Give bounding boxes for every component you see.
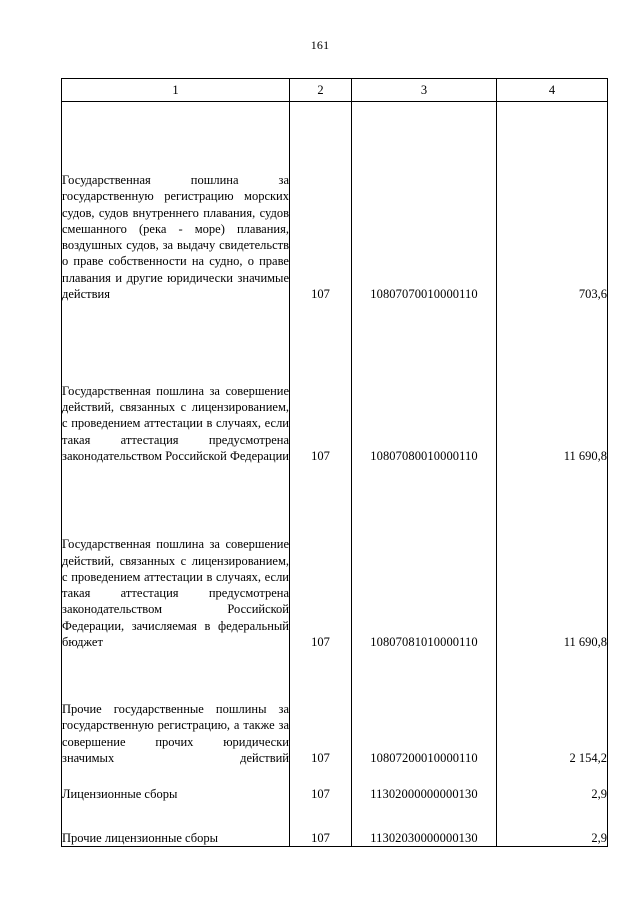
column-header-3: 3 [352, 79, 497, 102]
spacer-cell-1 [62, 802, 290, 816]
row-spacer [62, 302, 608, 316]
row-admin-code: 107 [290, 478, 352, 650]
spacer-cell-4 [497, 802, 608, 816]
row-description: Государственная пошлина за совершение действий, связанных с лицензированием, с проведением аттестации в случаях, если такая аттестация предусмотрена законодательством Российской Федерации [62, 316, 290, 464]
row-kbk-code: 10807200010000110 [352, 664, 497, 766]
budget-revenue-table [61, 78, 607, 847]
row-amount: 11 690,8 [497, 316, 608, 464]
table-row [62, 816, 608, 847]
row-description: Лицензионные сборы [62, 780, 290, 802]
table-row [62, 478, 608, 650]
spacer-cell-2 [290, 464, 352, 478]
row-description: Прочие государственные пошлины за государственную регистрацию, а также за совершение прочих юридически значимых действий [62, 664, 290, 766]
table-row [62, 102, 608, 303]
column-header-1: 1 [62, 79, 290, 102]
spacer-cell-1 [62, 766, 290, 780]
row-kbk-code: 10807070010000110 [352, 102, 497, 303]
row-spacer [62, 650, 608, 664]
spacer-cell-4 [497, 464, 608, 478]
spacer-cell-1 [62, 464, 290, 478]
row-admin-code: 107 [290, 316, 352, 464]
row-description: Государственная пошлина за государственную регистрацию морских судов, судов внутреннего плавания, судов смешанного (река - море) плавания, воздушных судов, за выдачу свидетельств о праве собственности на судно, о праве плавания и другие юридически значимые действия [62, 102, 290, 303]
spacer-cell-1 [62, 302, 290, 316]
column-header-4: 4 [497, 79, 608, 102]
row-amount: 2,9 [497, 780, 608, 802]
column-header-2: 2 [290, 79, 352, 102]
spacer-cell-3 [352, 302, 497, 316]
row-admin-code: 107 [290, 102, 352, 303]
row-amount: 11 690,8 [497, 478, 608, 650]
row-admin-code: 107 [290, 664, 352, 766]
row-amount: 2,9 [497, 816, 608, 847]
row-admin-code: 107 [290, 816, 352, 847]
page-number: 161 [310, 38, 330, 52]
spacer-cell-3 [352, 802, 497, 816]
row-kbk-code: 10807080010000110 [352, 316, 497, 464]
row-description: Государственная пошлина за совершение действий, связанных с лицензированием, с проведением аттестации в случаях, если такая аттестация предусмотрена законодательством Российской Федерации, зачисляемая в федеральный бюджет [62, 478, 290, 650]
spacer-cell-3 [352, 464, 497, 478]
spacer-cell-2 [290, 650, 352, 664]
row-kbk-code: 11302030000000130 [352, 816, 497, 847]
spacer-cell-3 [352, 650, 497, 664]
row-amount: 703,6 [497, 102, 608, 303]
row-amount: 2 154,2 [497, 664, 608, 766]
row-spacer [62, 464, 608, 478]
spacer-cell-2 [290, 766, 352, 780]
table-row [62, 316, 608, 464]
spacer-cell-2 [290, 802, 352, 816]
row-description: Прочие лицензионные сборы [62, 816, 290, 847]
row-spacer [62, 766, 608, 780]
spacer-cell-4 [497, 302, 608, 316]
table-row [62, 664, 608, 766]
spacer-cell-4 [497, 650, 608, 664]
spacer-cell-1 [62, 650, 290, 664]
row-spacer [62, 802, 608, 816]
table-row [62, 780, 608, 802]
row-admin-code: 107 [290, 780, 352, 802]
spacer-cell-2 [290, 302, 352, 316]
spacer-cell-4 [497, 766, 608, 780]
row-kbk-code: 10807081010000110 [352, 478, 497, 650]
row-kbk-code: 11302000000000130 [352, 780, 497, 802]
spacer-cell-3 [352, 766, 497, 780]
table-header-row [62, 79, 608, 102]
